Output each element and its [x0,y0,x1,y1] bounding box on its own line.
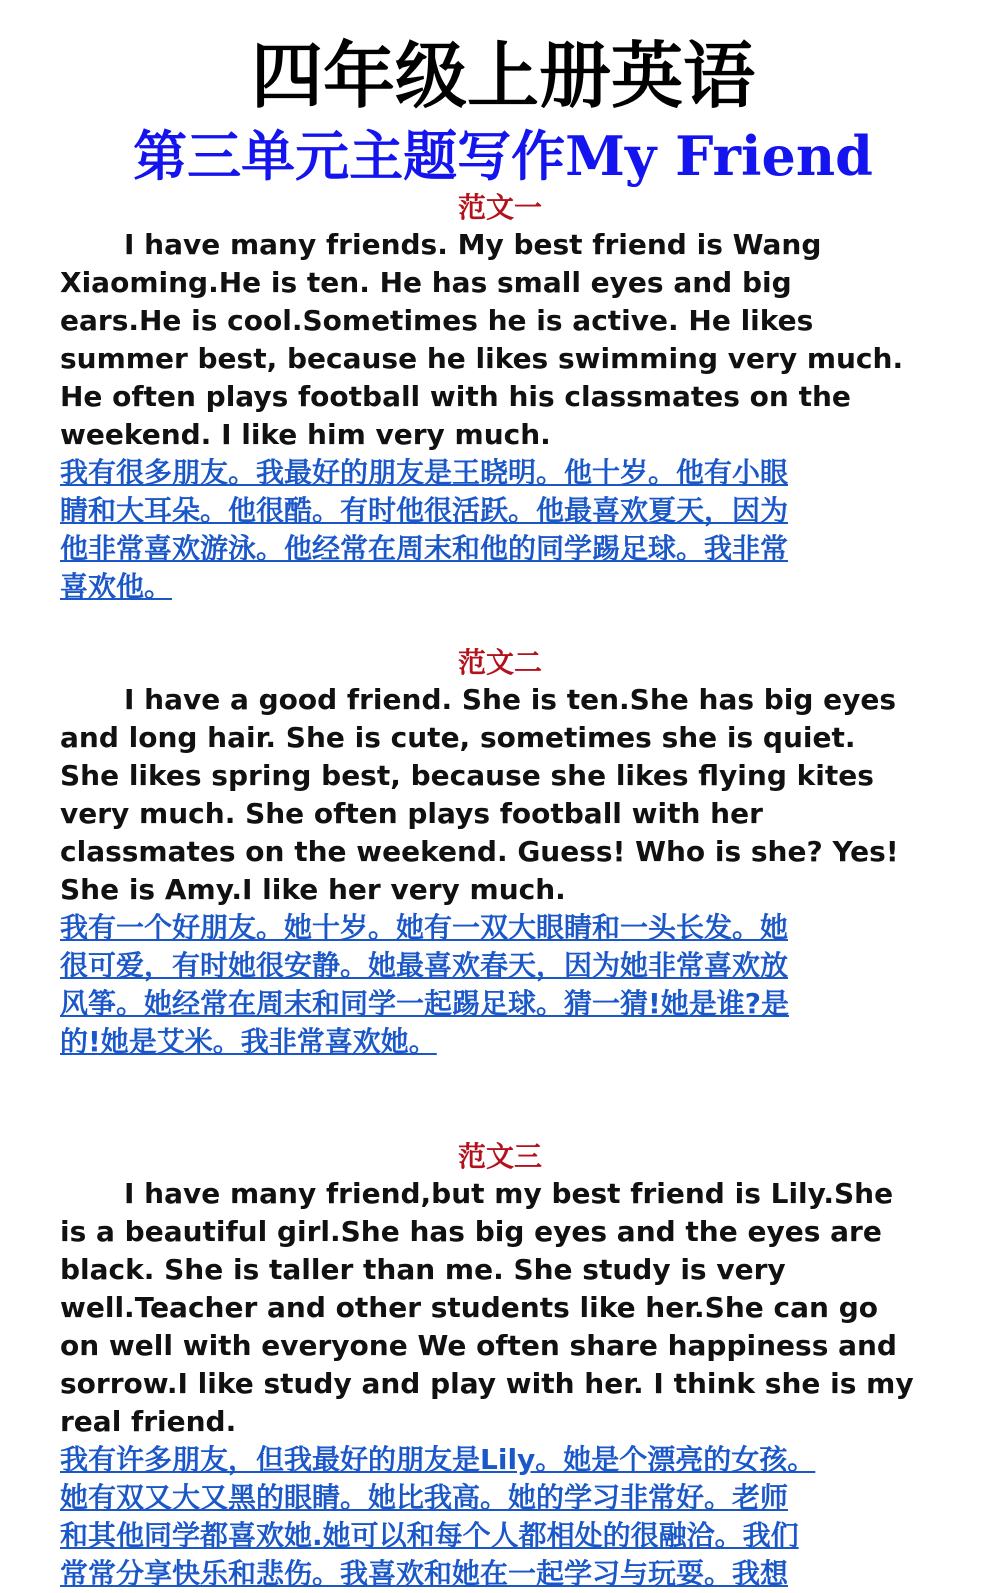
essay-heading: 范文三 [457,1140,542,1173]
essay-chinese-translation: 我有一个好朋友。她十岁。她有一双大眼睛和一头长发。她 很可爱，有时她很安静。她最喜欢春天，因为她非常喜欢放 风筝。她经常在周末和同学一起踢足球。猜一猜!她是谁?是 的!她是艾米。我非常喜欢她。 [60,911,790,1058]
essay-section-1 [60,190,940,606]
essay-english-text: I have many friend,but my best friend is Lily.She is a beautiful girl.She has big eyes and the eyes are black. She is taller than me. She study is very well.Teacher and other students like her.She can go on well with everyone We often share happiness and sorrow.I like study and play with her. I think she is my real friend. [60,1177,914,1438]
essay-section-2 [60,645,940,1061]
essay-heading: 范文一 [457,191,542,224]
essay-section-3 [60,1139,940,1593]
page-title: 四年级上册英语 [250,33,755,118]
essay-chinese-translation: 我有许多朋友，但我最好的朋友是Lily。她是个漂亮的女孩。 她有双又大又黑的眼睛。她比我高。她的学习非常好。老师 和其他同学都喜欢她.她可以和每个人都相处的很融洽。我们 常常分享快乐和悲伤。我喜欢和她在一起学习与玩耍。我想 [60,1443,816,1590]
essay-chinese-translation: 我有很多朋友。我最好的朋友是王晓明。他十岁。他有小眼 睛和大耳朵。他很酷。有时他很活跃。他最喜欢夏天，因为 他非常喜欢游泳。他经常在周末和他的同学踢足球。我非常 喜欢他。 [60,456,789,603]
page-subtitle: 第三单元主题写作My Friend [133,124,873,188]
essay-english-text: I have a good friend. She is ten.She has big eyes and long hair. She is cute, sometimes she is quiet. She likes spring best, because she likes flying kites very much. She often plays football with her classmates on the weekend. Guess! Who is she? Yes! She is Amy.I like her very much. [60,683,899,906]
essay-english-text: I have many friends. My best friend is Wang Xiaoming.He is ten. He has small eyes and big ears.He is cool.Sometimes he is active. He likes summer best, because he likes swimming very much. He often plays football with his classmates on the weekend. I like him very much. [60,228,904,451]
essay-heading: 范文二 [457,646,542,679]
